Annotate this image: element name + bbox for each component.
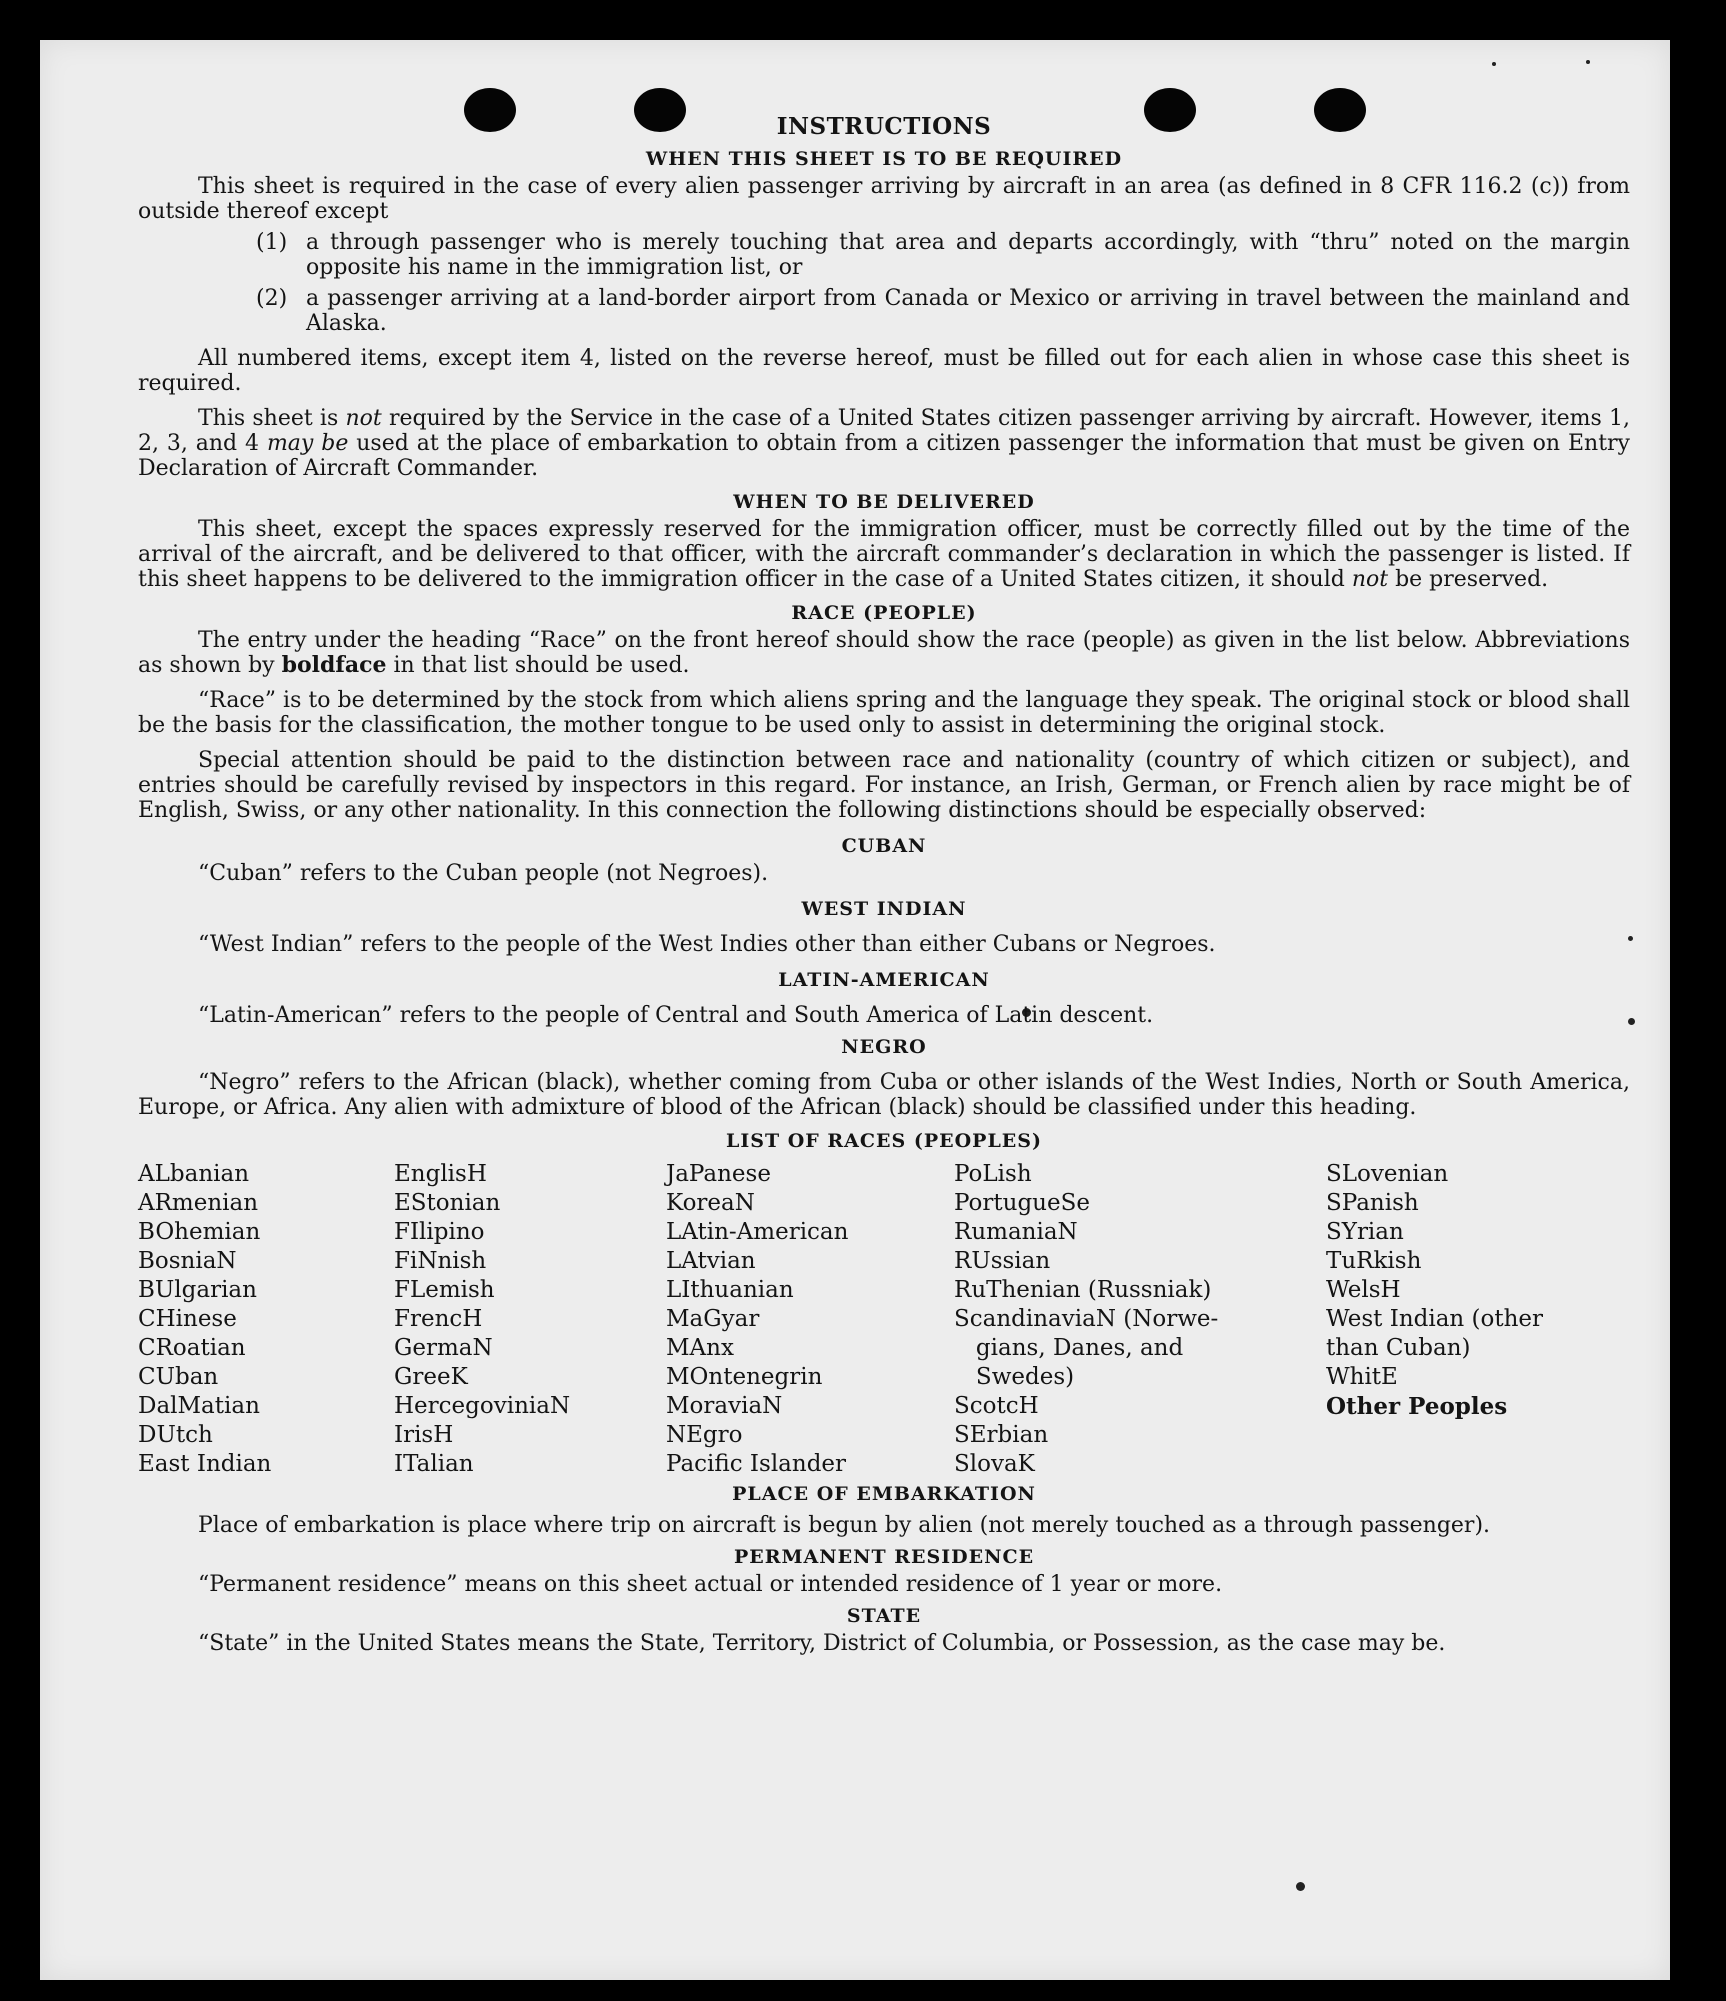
italic-may-be: may be bbox=[266, 431, 349, 456]
race-item: MaGyar bbox=[666, 1306, 760, 1332]
delivered-paragraph bbox=[138, 517, 1630, 592]
bold-boldface: boldface bbox=[281, 652, 387, 678]
text-run: The entry under the heading “Race” on the front hereof should show the race (people) as given in the list below. Abbreviations as shown by bbox=[138, 628, 1630, 678]
race-item: ITalian bbox=[394, 1451, 474, 1477]
race-item: PortugueSe bbox=[954, 1190, 1090, 1216]
race-item: WhitE bbox=[1326, 1364, 1398, 1390]
race-column bbox=[666, 1160, 954, 1479]
race-paragraph-2: “Race” is to be determined by the stock from which aliens spring and the language they speak. The original stock or blood shall be the basis for the classification, the mother tongue to be used only to assist in determining the original stock. bbox=[138, 688, 1630, 738]
state-text: “State” in the United States means the State, Territory, District of Columbia, or Possession, as the case may be. bbox=[198, 1631, 1446, 1656]
race-item: FLemish bbox=[394, 1277, 495, 1303]
italic-not: not bbox=[1351, 567, 1389, 592]
race-item: GermaN bbox=[394, 1335, 493, 1361]
race-item: East Indian bbox=[138, 1451, 272, 1477]
heading-embarkation: PLACE OF EMBARKATION bbox=[732, 1483, 1036, 1505]
heading-when-required: WHEN THIS SHEET IS TO BE REQUIRED bbox=[645, 148, 1123, 170]
race-column bbox=[1326, 1160, 1626, 1479]
heading-list-of-races: LIST OF RACES (PEOPLES) bbox=[726, 1130, 1042, 1152]
text-run: This sheet, except the spaces expressly reserved for the immigration officer, must be correctly filled out by the time of the arrival of the aircraft, and be delivered to that officer, with the aircraft commander’s declaration in which the passenger is listed. If this sheet happens to be delivered to the immigration officer in the case of a United States citizen, it should bbox=[138, 517, 1630, 592]
text-run: This sheet is bbox=[198, 406, 346, 431]
residence-text: “Permanent residence” means on this sheet actual or intended residence of 1 year or more. bbox=[198, 1572, 1223, 1597]
race-item: MOntenegrin bbox=[666, 1364, 823, 1390]
text-run: in that list should be used. bbox=[386, 653, 690, 678]
race-item: PoLish bbox=[954, 1161, 1032, 1187]
heading-negro: NEGRO bbox=[841, 1036, 927, 1058]
heading-cuban: CUBAN bbox=[841, 835, 927, 857]
race-item: EnglisH bbox=[394, 1161, 487, 1187]
document-page bbox=[40, 40, 1670, 1980]
cuban-text: “Cuban” refers to the Cuban people (not Negroes). bbox=[198, 861, 769, 886]
negro-text: “Negro” refers to the African (black), whether coming from Cuba or other islands of the West Indies, North or South America, Europe, or Africa. Any alien with admixture of blood of the African (black) should be classified under this heading. bbox=[138, 1070, 1630, 1120]
speck bbox=[1492, 62, 1496, 66]
item-text: a passenger arriving at a land-border airport from Canada or Mexico or arriving in travel between the mainland and Alaska. bbox=[306, 286, 1630, 336]
required-intro: This sheet is required in the case of every alien passenger arriving by aircraft in an area (as defined in 8 CFR 116.2 (c)) from outside thereof except bbox=[138, 174, 1630, 224]
heading-state: STATE bbox=[846, 1605, 922, 1627]
race-item: LAtvian bbox=[666, 1248, 756, 1274]
text-run: used at the place of embarkation to obtain from a citizen passenger the information that must be given on Entry Declaration of Aircraft Commander. bbox=[138, 431, 1630, 481]
race-item: DUtch bbox=[138, 1422, 213, 1448]
race-item: RuThenian (Russniak) bbox=[954, 1277, 1212, 1303]
race-item: MAnx bbox=[666, 1335, 734, 1361]
numbered-items-paragraph: All numbered items, except item 4, listed on the reverse hereof, must be filled out for each alien in whose case this sheet is required. bbox=[138, 346, 1630, 396]
heading-west-indian: WEST INDIAN bbox=[801, 898, 967, 920]
race-item: BUlgarian bbox=[138, 1277, 257, 1303]
race-item: EStonian bbox=[394, 1190, 501, 1216]
race-item: MoraviaN bbox=[666, 1393, 783, 1419]
instructions-content bbox=[138, 110, 1630, 1656]
race-item: ALbanian bbox=[138, 1161, 250, 1187]
item-number: (2) bbox=[256, 286, 288, 311]
list-item bbox=[138, 230, 1630, 280]
speck bbox=[1586, 60, 1590, 64]
race-item: RumaniaN bbox=[954, 1219, 1078, 1245]
race-item: Swedes) bbox=[954, 1364, 1075, 1390]
race-item: TuRkish bbox=[1326, 1248, 1422, 1274]
race-item: RUssian bbox=[954, 1248, 1051, 1274]
page-title: INSTRUCTIONS bbox=[776, 113, 992, 140]
race-item: SLovenian bbox=[1326, 1161, 1449, 1187]
race-item: IrisH bbox=[394, 1422, 454, 1448]
race-item: SYrian bbox=[1326, 1219, 1404, 1245]
race-column bbox=[138, 1160, 394, 1479]
race-item: ScandinaviaN (Norwe- bbox=[954, 1306, 1219, 1332]
item-number: (1) bbox=[256, 230, 288, 255]
race-item: NEgro bbox=[666, 1422, 743, 1448]
race-item: KoreaN bbox=[666, 1190, 755, 1216]
race-item: GreeK bbox=[394, 1364, 468, 1390]
speck bbox=[1296, 1882, 1305, 1891]
heading-race: RACE (PEOPLE) bbox=[791, 602, 977, 624]
race-item: SPanish bbox=[1326, 1190, 1419, 1216]
west-indian-text: “West Indian” refers to the people of the West Indies other than either Cubans or Negroes. bbox=[198, 932, 1216, 957]
italic-not: not bbox=[345, 406, 382, 431]
text-run: be preserved. bbox=[1388, 567, 1549, 592]
text-run: required by the Service in the case of a United States citizen passenger arriving by aircraft. However, items 1, 2, 3, and 4 bbox=[138, 406, 1630, 456]
race-item: ScotcH bbox=[954, 1393, 1039, 1419]
heading-latin-american: LATIN-AMERICAN bbox=[778, 969, 990, 991]
race-item: CHinese bbox=[138, 1306, 237, 1332]
heading-permanent-residence: PERMANENT RESIDENCE bbox=[733, 1546, 1035, 1568]
race-item: LIthuanian bbox=[666, 1277, 794, 1303]
race-item: CRoatian bbox=[138, 1335, 246, 1361]
race-item: SErbian bbox=[954, 1422, 1049, 1448]
list-item bbox=[138, 286, 1630, 336]
race-item: than Cuban) bbox=[1326, 1335, 1471, 1361]
race-paragraph-1 bbox=[138, 628, 1630, 678]
race-item: Pacific Islander bbox=[666, 1451, 847, 1477]
race-list bbox=[138, 1160, 1630, 1479]
race-item: FiNnish bbox=[394, 1248, 487, 1274]
race-column bbox=[394, 1160, 666, 1479]
embarkation-text: Place of embarkation is place where trip on aircraft is begun by alien (not merely touched as a through passenger). bbox=[198, 1513, 1491, 1538]
heading-when-delivered: WHEN TO BE DELIVERED bbox=[733, 491, 1035, 513]
race-item: DalMatian bbox=[138, 1393, 260, 1419]
latin-american-text: “Latin-American” refers to the people of Central and South America of Latin descent. bbox=[198, 1003, 1154, 1028]
race-item: BosniaN bbox=[138, 1248, 237, 1274]
race-item: West Indian (other bbox=[1326, 1306, 1544, 1332]
race-item: SlovaK bbox=[954, 1451, 1035, 1477]
race-item: FIlipino bbox=[394, 1219, 485, 1245]
race-paragraph-3: Special attention should be paid to the distinction between race and nationality (country of which citizen or subject), and entries should be carefully revised by inspectors in this regard. For instance, an Irish, German, or French alien by race might be of English, Swiss, or any other nationality. In this connection the following distinctions should be especially observed: bbox=[138, 748, 1630, 823]
race-item: Other Peoples bbox=[1326, 1393, 1508, 1420]
race-item: BOhemian bbox=[138, 1219, 261, 1245]
race-item: FrencH bbox=[394, 1306, 483, 1332]
race-item: JaPanese bbox=[666, 1161, 771, 1187]
citizen-paragraph bbox=[138, 406, 1630, 481]
race-column bbox=[954, 1160, 1326, 1479]
race-item: WelsH bbox=[1326, 1277, 1401, 1303]
item-text: a through passenger who is merely touching that area and departs accordingly, with “thru” noted on the margin opposite his name in the immigration list, or bbox=[306, 230, 1630, 280]
race-item: HercegoviniaN bbox=[394, 1393, 571, 1419]
race-item: gians, Danes, and bbox=[954, 1335, 1184, 1361]
race-item: ARmenian bbox=[138, 1190, 259, 1216]
race-item: CUban bbox=[138, 1364, 219, 1390]
race-item: LAtin-American bbox=[666, 1219, 849, 1245]
